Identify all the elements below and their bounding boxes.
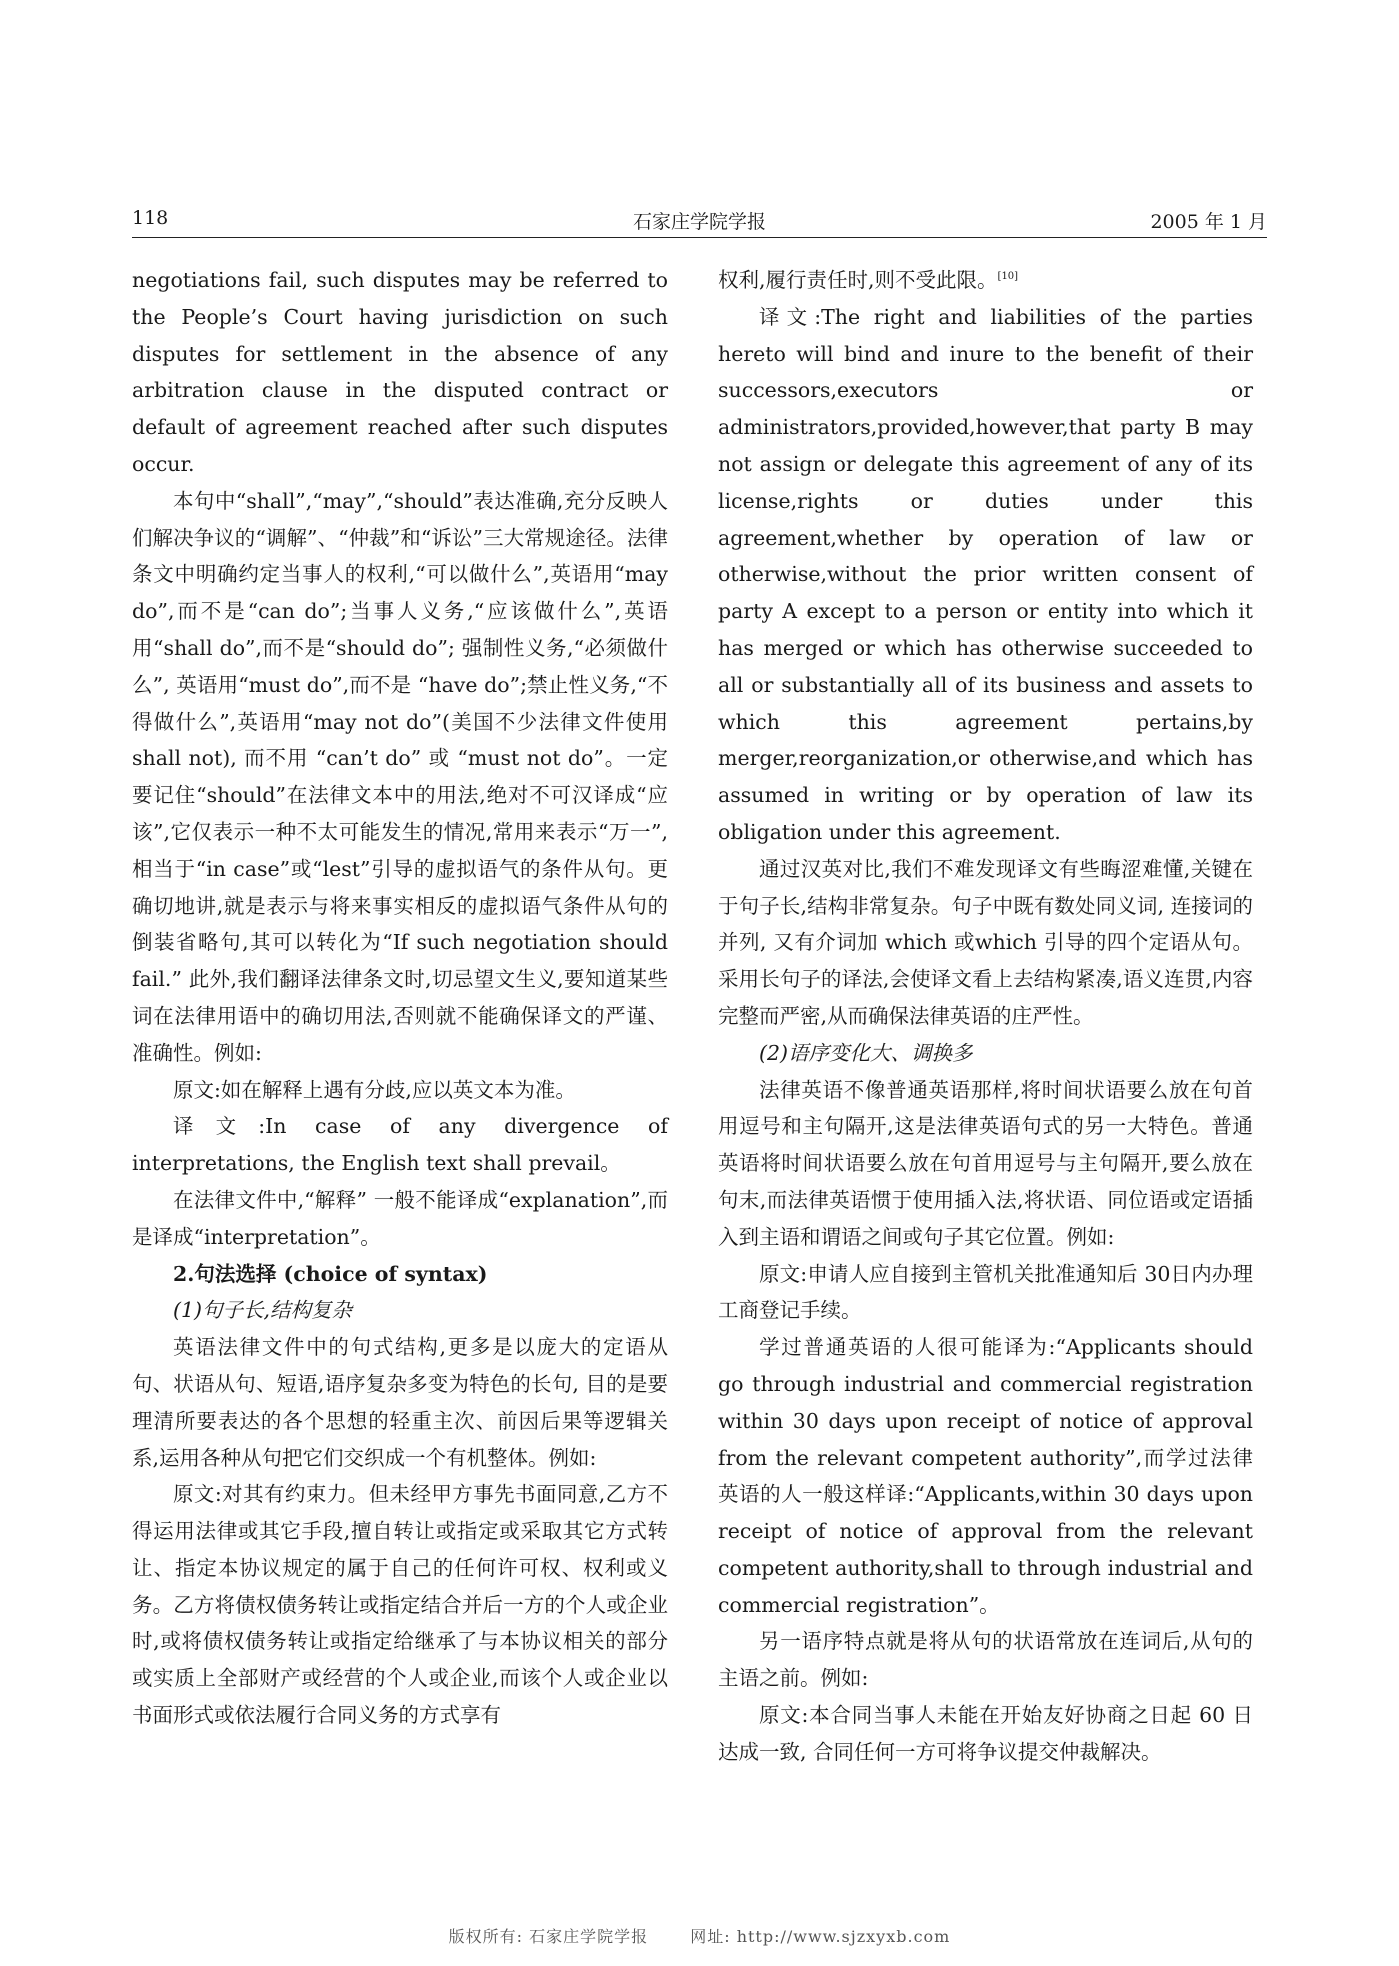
subsection-heading: (1)句子长,结构复杂 xyxy=(173,1298,353,1323)
paragraph: 学过普通英语的人很可能译为:“Applicants should go through industrial and commercial registration within 30 days upon receipt of notice of approval from the relevant competent authority”,而学过法律英语的人一般这样译:“Applicants,within 30 days upon receipt of notice of approval from the relevant competent authority,shall to through industrial and commercial registration”。 xyxy=(718,1335,1253,1617)
section-heading: 2.句法选择 (choice of syntax) xyxy=(173,1261,488,1286)
example-original: 原文:对其有约束力。但未经甲方事先书面同意,乙方不得运用法律或其它手段,擅自转让或指定或采取其它方式转让、指定本协议规定的属于自己的任何许可权、权利或义务。乙方将债权债务转让或指定结合并后一方的个人或企业时,或将债权债务转让或指定给继承了与本协议相关的部分或实质上全部财产或经营的个人或企业,而该个人或企业以书面形式或依法履行合同义务的方式享有 xyxy=(132,1482,668,1728)
right-column xyxy=(718,262,1253,1771)
left-column xyxy=(132,262,668,1734)
paragraph: negotiations fail, such disputes may be referred to the People’s Court having jurisdiction on such disputes for settlement in the absence of any arbitration clause in the disputed contract or default of agreement reached after such disputes occur. xyxy=(132,268,668,476)
example-original: 原文:申请人应自接到主管机关批准通知后 30日内办理工商登记手续。 xyxy=(718,1261,1253,1323)
paragraph: 法律英语不像普通英语那样,将时间状语要么放在句首用逗号和主句隔开,这是法律英语句式的另一大特色。普通英语将时间状语要么放在句首用逗号与主句隔开,要么放在句末,而法律英语惯于使用插入法,将状语、同位语或定语插入到主语和谓语之间或句子其它位置。例如: xyxy=(718,1077,1253,1249)
page-footer xyxy=(0,1924,1399,1947)
issue-date: 2005 年 1 月 xyxy=(1150,211,1267,233)
journal-title: 石家庄学院学报 xyxy=(632,211,766,233)
paragraph-continuation: 权利,履行责任时,则不受此限。 xyxy=(718,268,998,292)
citation-marker: [10] xyxy=(997,271,1019,283)
paragraph: 本句中“shall”,“may”,“should”表达准确,充分反映人们解决争议的“调解”、“仲裁”和“诉讼”三大常规途径。法律条文中明确约定当事人的权利,“可以做什么”,英语用“may do”,而不是“can do”;当事人义务,“应该做什么”,英语用“shall do”,而不是“should do”; 强制性义务,“必须做什么”, 英语用“must do”,而不是 “have do”;禁止性义务,“不得做什么”,英语用“may not do”(美国不少法律文件使用 shall not), 而不用 “can’t do” 或 “must not do”。一定要记住“should”在法律文本中的用法,绝对不可汉译成“应该”,它仅表示一种不太可能发生的情况,常用来表示“万一”,相当于“in case”或“lest”引导的虚拟语气的条件从句。更确切地讲,就是表示与将来事实相反的虚拟语气条件从句的倒装省略句,其可以转化为“If such negotiation should fail.” 此外,我们翻译法律条文时,切忌望文生义,要知道某些词在法律用语中的确切用法,否则就不能确保译文的严谨、准确性。例如: xyxy=(132,488,668,1065)
example-original: 原文:本合同当事人未能在开始友好协商之日起 60 日达成一致, 合同任何一方可将争议提交仲裁解决。 xyxy=(718,1703,1253,1764)
paragraph: 在法律文件中,“解释” 一般不能译成“explanation”,而是译成“interpretation”。 xyxy=(132,1187,668,1249)
running-header xyxy=(132,207,1267,238)
example-translation: 译文:In case of any divergence of interpretations, the English text shall prevail。 xyxy=(132,1114,668,1176)
paragraph xyxy=(718,262,1253,299)
copyright-notice: 版权所有: 石家庄学院学报 xyxy=(448,1927,649,1946)
example-original: 原文:如在解释上遇有分歧,应以英文本为准。 xyxy=(173,1077,576,1102)
website-url: 网址: http://www.sjzxyxb.com xyxy=(690,1927,951,1946)
paragraph: 通过汉英对比,我们不难发现译文有些晦涩难懂,关键在于句子长,结构非常复杂。句子中既有数处同义词, 连接词的并列, 又有介词加 which 或which 引导的四个定语从句。采用长句子的译法,会使译文看上去结构紧凑,语义连贯,内容完整而严密,从而确保法律英语的庄严性。 xyxy=(718,856,1253,1028)
example-translation: 译文:The right and liabilities of the parties hereto will bind and inure to the benefit of their successors,executors or administrators,provided,however,that party B may not assign or delegate this agreement of any of its license,rights or duties under this agreement,whether by operation of law or otherwise,without the prior written consent of party A except to a person or entity into which it has merged or which has otherwise succeeded to all or substantially all of its business and assets to which this agreement pertains,by merger,reorganization,or otherwise,and which has assumed in writing or by operation of law its obligation under this agreement. xyxy=(718,304,1253,844)
subsection-heading: (2)语序变化大、调换多 xyxy=(759,1040,973,1065)
page-number: 118 xyxy=(132,207,169,229)
paragraph: 另一语序特点就是将从句的状语常放在连词后,从句的主语之前。例如: xyxy=(718,1629,1253,1691)
paragraph: 英语法律文件中的句式结构,更多是以庞大的定语从句、状语从句、短语,语序复杂多变为特色的长句, 目的是要理清所要表达的各个思想的轻重主次、前因后果等逻辑关系,运用各种从句把它们交织成一个有机整体。例如: xyxy=(132,1335,668,1470)
